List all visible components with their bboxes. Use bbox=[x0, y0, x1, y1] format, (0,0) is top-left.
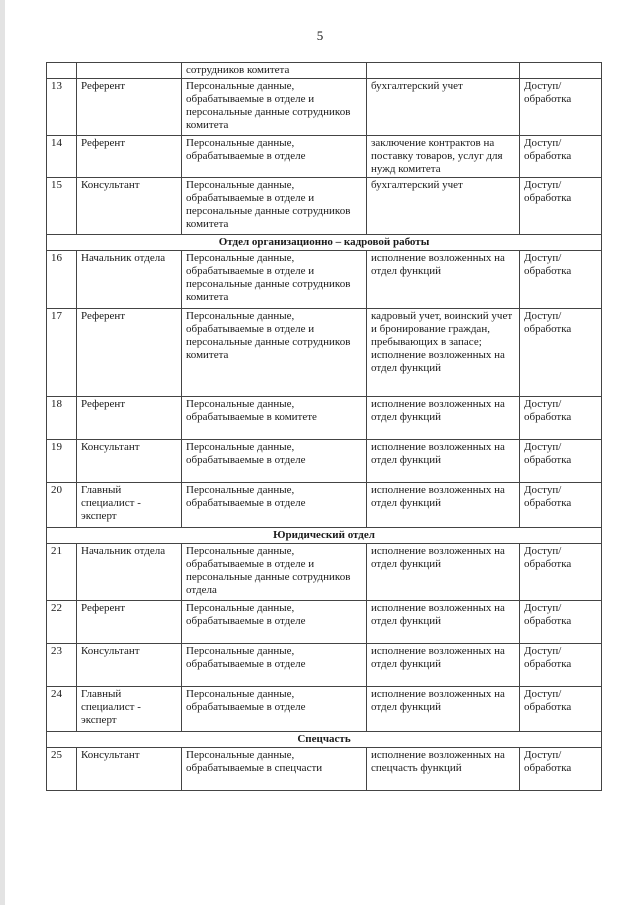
position-cell: Главный специалист - эксперт bbox=[77, 483, 182, 528]
purpose-cell: исполнение возложенных на отдел функций bbox=[367, 397, 520, 440]
table-row bbox=[47, 644, 602, 687]
access-type-cell: Доступ/ обработка bbox=[520, 748, 602, 791]
access-type-cell: Доступ/ обработка bbox=[520, 178, 602, 235]
section-title: Юридический отдел bbox=[47, 528, 602, 544]
personal-data-cell: Персональные данные, обрабатываемые в отделе и персональные данные сотрудников комитета bbox=[182, 309, 367, 397]
table-row bbox=[47, 483, 602, 528]
personal-data-cell: Персональные данные, обрабатываемые в отделе bbox=[182, 440, 367, 483]
row-number-cell: 15 bbox=[47, 178, 77, 235]
purpose-cell: исполнение возложенных на отдел функций bbox=[367, 644, 520, 687]
personal-data-cell: сотрудников комитета bbox=[182, 63, 367, 79]
access-type-cell: Доступ/ обработка bbox=[520, 687, 602, 732]
purpose-cell: бухгалтерский учет bbox=[367, 178, 520, 235]
personal-data-cell: Персональные данные, обрабатываемые в отделе bbox=[182, 687, 367, 732]
row-number-cell: 21 bbox=[47, 544, 77, 601]
access-type-cell: Доступ/ обработка bbox=[520, 544, 602, 601]
position-cell: Консультант bbox=[77, 748, 182, 791]
page-number: 5 bbox=[316, 28, 324, 43]
table-row bbox=[47, 309, 602, 397]
purpose-cell: исполнение возложенных на отдел функций bbox=[367, 251, 520, 309]
position-cell: Главный специалист - эксперт bbox=[77, 687, 182, 732]
access-type-cell: Доступ/ обработка bbox=[520, 644, 602, 687]
position-cell: Консультант bbox=[77, 178, 182, 235]
position-cell: Начальник отдела bbox=[77, 544, 182, 601]
purpose-cell: исполнение возложенных на отдел функций bbox=[367, 601, 520, 644]
position-cell: Начальник отдела bbox=[77, 251, 182, 309]
table-row bbox=[47, 687, 602, 732]
table-row bbox=[47, 136, 602, 178]
row-number-cell: 25 bbox=[47, 748, 77, 791]
access-type-cell: Доступ/ обработка bbox=[520, 79, 602, 136]
access-type-cell bbox=[520, 63, 602, 79]
purpose-cell: кадровый учет, воинский учет и бронирование граждан, пребывающих в запасе; исполнение возложенных на отдел функций bbox=[367, 309, 520, 397]
row-number-cell: 22 bbox=[47, 601, 77, 644]
personal-data-cell: Персональные данные, обрабатываемые в комитете bbox=[182, 397, 367, 440]
personal-data-access-table bbox=[46, 62, 602, 791]
access-type-cell: Доступ/ обработка bbox=[520, 601, 602, 644]
personal-data-cell: Персональные данные, обрабатываемые в отделе bbox=[182, 601, 367, 644]
row-number-cell bbox=[47, 63, 77, 79]
purpose-cell: исполнение возложенных на отдел функций bbox=[367, 483, 520, 528]
personal-data-cell: Персональные данные, обрабатываемые в отделе и персональные данные сотрудников отдела bbox=[182, 544, 367, 601]
position-cell: Референт bbox=[77, 136, 182, 178]
table-row bbox=[47, 397, 602, 440]
row-number-cell: 20 bbox=[47, 483, 77, 528]
personal-data-cell: Персональные данные, обрабатываемые в отделе и персональные данные сотрудников комитета bbox=[182, 251, 367, 309]
row-number-cell: 19 bbox=[47, 440, 77, 483]
position-cell: Референт bbox=[77, 397, 182, 440]
table-row bbox=[47, 79, 602, 136]
purpose-cell: бухгалтерский учет bbox=[367, 79, 520, 136]
table-row bbox=[47, 178, 602, 235]
table-row bbox=[47, 440, 602, 483]
scan-edge bbox=[0, 0, 5, 905]
personal-data-cell: Персональные данные, обрабатываемые в отделе bbox=[182, 483, 367, 528]
access-type-cell: Доступ/ обработка bbox=[520, 397, 602, 440]
row-number-cell: 14 bbox=[47, 136, 77, 178]
access-type-cell: Доступ/ обработка bbox=[520, 136, 602, 178]
position-cell: Референт bbox=[77, 601, 182, 644]
purpose-cell: исполнение возложенных на отдел функций bbox=[367, 544, 520, 601]
section-title: Отдел организационно – кадровой работы bbox=[47, 235, 602, 251]
personal-data-cell: Персональные данные, обрабатываемые в отделе bbox=[182, 644, 367, 687]
personal-data-cell: Персональные данные, обрабатываемые в отделе bbox=[182, 136, 367, 178]
row-number-cell: 18 bbox=[47, 397, 77, 440]
row-number-cell: 17 bbox=[47, 309, 77, 397]
purpose-cell: исполнение возложенных на отдел функций bbox=[367, 440, 520, 483]
row-number-cell: 24 bbox=[47, 687, 77, 732]
access-type-cell: Доступ/ обработка bbox=[520, 440, 602, 483]
position-cell: Консультант bbox=[77, 440, 182, 483]
row-number-cell: 23 bbox=[47, 644, 77, 687]
section-header-row bbox=[47, 235, 602, 251]
section-title: Спецчасть bbox=[47, 732, 602, 748]
position-cell: Референт bbox=[77, 309, 182, 397]
position-cell bbox=[77, 63, 182, 79]
table-row bbox=[47, 544, 602, 601]
access-type-cell: Доступ/ обработка bbox=[520, 309, 602, 397]
section-header-row bbox=[47, 528, 602, 544]
row-number-cell: 13 bbox=[47, 79, 77, 136]
table-row bbox=[47, 63, 602, 79]
row-number-cell: 16 bbox=[47, 251, 77, 309]
access-type-cell: Доступ/ обработка bbox=[520, 483, 602, 528]
table-row bbox=[47, 601, 602, 644]
position-cell: Консультант bbox=[77, 644, 182, 687]
section-header-row bbox=[47, 732, 602, 748]
table-row bbox=[47, 251, 602, 309]
personal-data-cell: Персональные данные, обрабатываемые в отделе и персональные данные сотрудников комитета bbox=[182, 79, 367, 136]
table-row bbox=[47, 748, 602, 791]
purpose-cell: заключение контрактов на поставку товаров, услуг для нужд комитета bbox=[367, 136, 520, 178]
purpose-cell bbox=[367, 63, 520, 79]
access-type-cell: Доступ/ обработка bbox=[520, 251, 602, 309]
purpose-cell: исполнение возложенных на отдел функций bbox=[367, 687, 520, 732]
position-cell: Референт bbox=[77, 79, 182, 136]
personal-data-cell: Персональные данные, обрабатываемые в отделе и персональные данные сотрудников комитета bbox=[182, 178, 367, 235]
personal-data-cell: Персональные данные, обрабатываемые в спецчасти bbox=[182, 748, 367, 791]
purpose-cell: исполнение возложенных на спецчасть функций bbox=[367, 748, 520, 791]
